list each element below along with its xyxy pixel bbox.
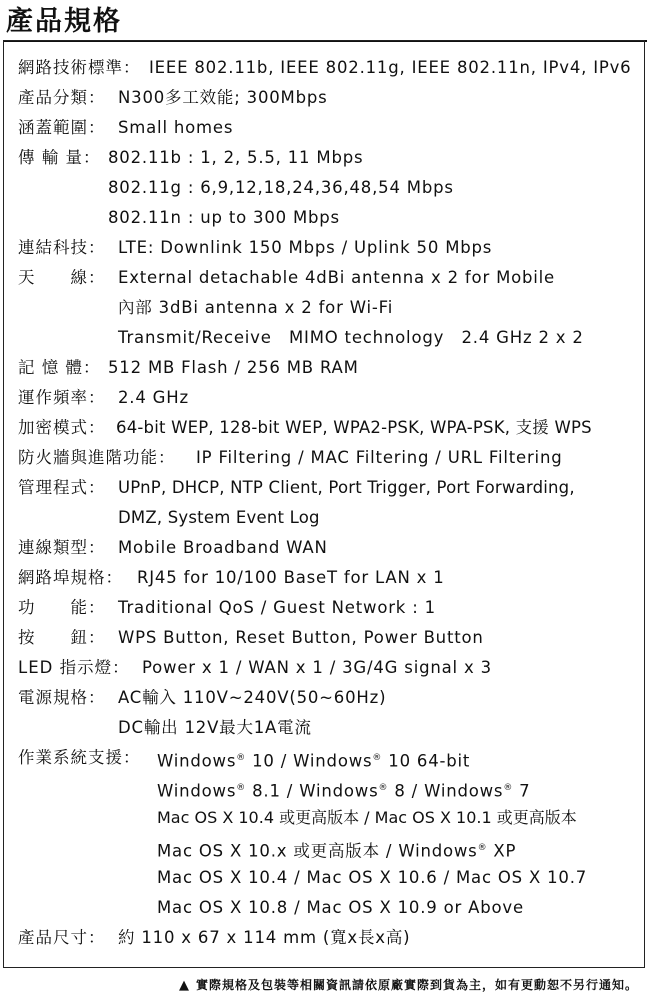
disclaimer-text: 實際規格及包裝等相關資訊請依原廠實際到貨為主，如有更動恕不另行通知。 <box>195 978 638 992</box>
spec-value: Small homes <box>118 118 234 137</box>
registered-mark: ® <box>503 783 514 793</box>
spec-row-memory <box>18 353 644 383</box>
spec-row-function <box>18 593 644 623</box>
spec-row-antenna <box>18 263 644 293</box>
spec-value: RJ45 for 10/100 BaseT for LAN x 1 <box>137 568 445 587</box>
spec-value: 約 110 x 67 x 114 mm (寬x長x高) <box>118 928 411 947</box>
spec-label: 網路埠規格： <box>18 568 123 587</box>
spec-row-rate <box>18 143 644 173</box>
spec-value: Mac OS X 10.4 / Mac OS X 10.6 / Mac OS X 10.7 <box>157 868 588 887</box>
spec-value: Windows® 8.1 / Windows® 8 / Windows® 7 <box>157 781 531 801</box>
spec-value: DC輸出 12V最大1A電流 <box>118 718 312 737</box>
spec-row-management-cont <box>18 503 644 533</box>
registered-mark: ® <box>378 783 389 793</box>
spec-value: 64-bit WEP, 128-bit WEP, WPA2-PSK, WPA-PSK, 支援 WPS <box>116 418 592 437</box>
spec-label: 按 鈕： <box>18 628 106 647</box>
spec-row-rate-cont <box>18 173 644 203</box>
spec-label: 連結科技： <box>18 238 106 257</box>
spec-value: 512 MB Flash / 256 MB RAM <box>108 358 359 377</box>
spec-value: Traditional QoS / Guest Network : 1 <box>118 598 436 617</box>
spec-row-link-tech <box>18 233 644 263</box>
spec-label: 產品分類： <box>18 88 106 107</box>
registered-mark: ® <box>236 783 247 793</box>
spec-label: 功 能： <box>18 598 106 617</box>
spec-row-os-cont <box>18 833 644 863</box>
spec-label: 天 線： <box>18 268 106 287</box>
spec-label: 運作頻率： <box>18 388 106 407</box>
spec-label: 電源規格： <box>18 688 106 707</box>
spec-label: 傳 輸 量： <box>18 148 101 167</box>
spec-value: Mac OS X 10.x 或更高版本 / Windows® XP <box>157 841 517 861</box>
spec-value: External detachable 4dBi antenna x 2 for Mobile <box>118 268 555 287</box>
spec-value: 2.4 GHz <box>118 388 189 407</box>
spec-value: 內部 3dBi antenna x 2 for Wi-Fi <box>118 298 394 317</box>
spec-row-led <box>18 653 644 683</box>
spec-value: WPS Button, Reset Button, Power Button <box>118 628 484 647</box>
spec-value: UPnP, DHCP, NTP Client, Port Trigger, Port Forwarding, <box>118 478 575 497</box>
spec-row-dimensions <box>18 923 644 953</box>
spec-value: Mac OS X 10.4 或更高版本 / Mac OS X 10.1 或更高版本 <box>157 808 577 827</box>
spec-value: LTE: Downlink 150 Mbps / Uplink 50 Mbps <box>118 238 493 257</box>
spec-label: LED 指示燈： <box>18 658 130 677</box>
spec-row-os-cont <box>18 863 644 893</box>
spec-row-os-cont <box>18 803 644 833</box>
spec-row-buttons <box>18 623 644 653</box>
spec-row-coverage <box>18 113 644 143</box>
spec-label: 產品尺寸： <box>18 928 106 947</box>
spec-value: 802.11b : 1, 2, 5.5, 11 Mbps <box>108 148 364 167</box>
spec-row-firewall <box>18 443 644 473</box>
spec-label: 記 憶 體： <box>18 358 101 377</box>
spec-label: 連線類型： <box>18 538 106 557</box>
spec-label: 管理程式： <box>18 478 106 497</box>
spec-row-encryption <box>18 413 644 443</box>
spec-row-rate-cont <box>18 203 644 233</box>
registered-mark: ® <box>477 843 488 853</box>
spec-value: 802.11g : 6,9,12,18,24,36,48,54 Mbps <box>108 178 454 197</box>
spec-value: 802.11n : up to 300 Mbps <box>108 208 340 227</box>
disclaimer-note <box>179 975 638 996</box>
spec-label: 網路技術標準： <box>18 58 141 77</box>
spec-row-os-cont <box>18 773 644 803</box>
spec-value: Transmit/Receive MIMO technology 2.4 GHz 2 x 2 <box>118 328 584 347</box>
spec-list <box>18 53 644 953</box>
spec-row-conn-type <box>18 533 644 563</box>
registered-mark: ® <box>372 753 383 763</box>
spec-row-standard <box>18 53 644 83</box>
spec-row-os <box>18 743 644 773</box>
spec-value: DMZ, System Event Log <box>118 508 320 527</box>
spec-row-antenna-cont <box>18 293 644 323</box>
spec-label: 作業系統支援： <box>18 748 141 767</box>
spec-row-management <box>18 473 644 503</box>
spec-value: Mac OS X 10.8 / Mac OS X 10.9 or Above <box>157 898 524 917</box>
registered-mark: ® <box>236 753 247 763</box>
spec-row-os-cont <box>18 893 644 923</box>
spec-row-power <box>18 683 644 713</box>
spec-row-antenna-cont <box>18 323 644 353</box>
spec-label: 加密模式： <box>18 418 106 437</box>
spec-value: IEEE 802.11b, IEEE 802.11g, IEEE 802.11n, IPv4, IPv6 <box>149 58 632 77</box>
spec-row-frequency <box>18 383 644 413</box>
spec-row-power-cont <box>18 713 644 743</box>
page-title: 產品規格 <box>6 6 122 37</box>
spec-value: N300多工效能; 300Mbps <box>118 88 328 107</box>
spec-label: 防火牆與進階功能： <box>18 448 176 467</box>
spec-label: 涵蓋範圍： <box>18 118 106 137</box>
spec-value: AC輸入 110V~240V(50~60Hz) <box>118 688 387 707</box>
spec-value: Power x 1 / WAN x 1 / 3G/4G signal x 3 <box>142 658 492 677</box>
spec-row-ports <box>18 563 644 593</box>
spec-value: Mobile Broadband WAN <box>118 538 328 557</box>
warning-triangle-icon: ▲ <box>178 978 190 993</box>
spec-value: Windows® 10 / Windows® 10 64-bit <box>157 751 471 771</box>
spec-row-category <box>18 83 644 113</box>
spec-value: IP Filtering / MAC Filtering / URL Filtering <box>196 448 563 467</box>
